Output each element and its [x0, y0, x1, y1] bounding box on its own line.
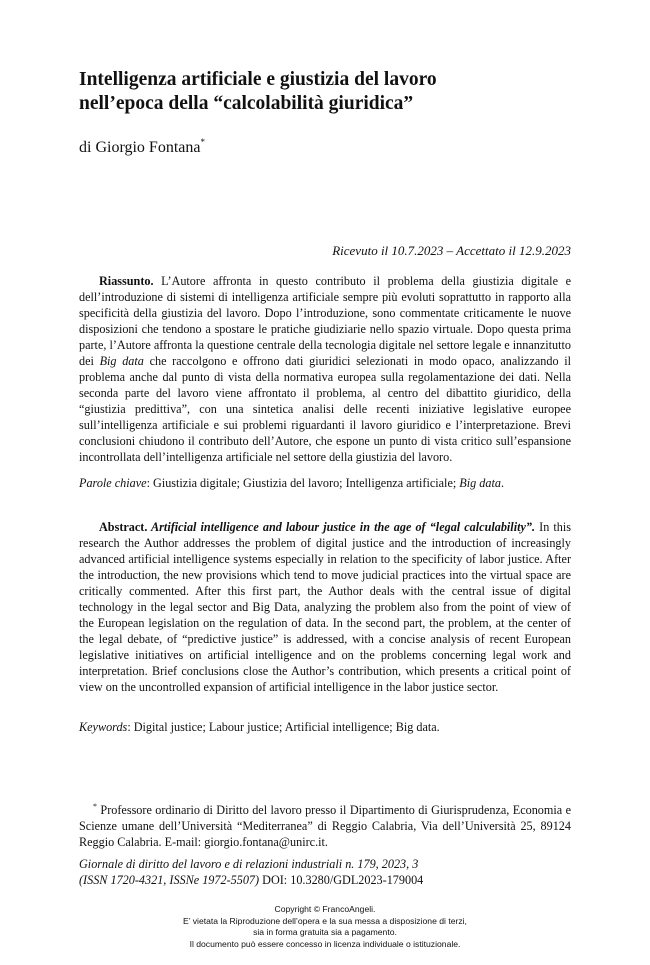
abstract-text: In this research the Author addresses the problem of digital justice and the introduction of increasingly advanced artificial intelligence systems especially in relation to the specificity of labor justice. After the introduction, the new provisions which tend to move judicial practices into the virtual space are critically commented. After this first part, the Author deals with the central issue of digital technology in the legal sector and Big Data, analyzing the problem also from the point of view of the European legislation on the regulation of data. In the second part, the problem, at the center of the legal debate, of “predictive justice” is addressed, with a concise analysis of recent European legislative initiatives on artificial intelligence and on the problems concerning legal work and interpretation. Brief conclusions close the Author’s contribution, which presents a critical point of view on the uncontrolled expansion of artificial intelligence in the labor justice sector. — [79, 520, 571, 694]
copyright-line-1: Copyright © FrancoAngeli. — [274, 904, 376, 914]
journal-citation — [79, 856, 423, 888]
riassunto-label: Riassunto. — [99, 274, 154, 288]
parole-chiave-end: . — [500, 476, 504, 490]
received-accepted-dates: Ricevuto il 10.7.2023 – Accettato il 12.9.2023 — [332, 243, 571, 258]
author-footnote-mark[interactable]: * — [200, 137, 205, 147]
riassunto-text-b: che raccolgono e offrono dati giuridici selezionati in modo opaco, analizzando il problema anche dal punto di vista della normativa europea sulla regolamentazione dei dati. Nella seconda parte del lavoro viene affrontato il problema, al centro del dibattito giuridico, della “giustizia predittiva”, con una sintetica analisi delle recenti iniziative legislative europee sull’intelligenza artificiale e sui problemi riguardanti il lavoro giuridico e l’interpretazione. Brevi conclusioni chiudono il contributo dell’Autore, che espone un punto di vista critico sull’espansione incontrollata dell’intelligenza artificiale nel settore della giustizia del lavoro. — [79, 354, 572, 464]
parole-chiave-big-data: Big data — [459, 476, 501, 490]
parole-chiave — [79, 475, 571, 491]
article-title-line-1: Intelligenza artificiale e giustizia del lavoro — [79, 69, 437, 90]
abstract-title: Artificial intelligence and labour justice in the age of “legal calculability”. — [147, 520, 536, 534]
keywords — [79, 719, 571, 735]
journal-identifiers — [79, 872, 423, 888]
copyright-line-4: Il documento può essere concesso in licenza individuale o istituzionale. — [189, 938, 461, 949]
riassunto-big-data: Big data — [99, 354, 144, 368]
article-title-line-2: nell’epoca della “calcolabilità giuridica” — [79, 93, 414, 114]
copyright-line-2: E’ vietata la Riproduzione dell’opera e la sua messa a disposizione di terzi, — [183, 915, 467, 926]
footnote-mark: * — [93, 802, 97, 811]
parole-chiave-label: Parole chiave — [79, 476, 147, 490]
journal-issn: (ISSN 1720-4321, ISSNe 1972-5507) — [79, 873, 260, 887]
footnote-text: Professore ordinario di Diritto del lavoro presso il Dipartimento di Giurisprudenza, Economia e Scienze umane dell’Università “Mediterranea” di Reggio Calabria, Via dell’Università 25, 89124 Reggio Calabria. E-mail: giorgio.fontana@unirc.it. — [79, 803, 571, 849]
author-line — [79, 137, 205, 157]
copyright-notice — [0, 904, 650, 950]
author-name: di Giorgio Fontana — [79, 139, 201, 156]
riassunto-paragraph — [79, 273, 571, 465]
copyright-line-3: sia in forma gratuita sia a pagamento. — [253, 927, 397, 937]
journal-name: Giornale di diritto del lavoro e di relazioni industriali n. 179, 2023, 3 — [79, 857, 419, 871]
author-footnote — [79, 799, 571, 850]
abstract-label: Abstract. — [99, 520, 148, 534]
riassunto-text-a: L’Autore affronta in questo contributo il problema della giustizia digitale e dell’introduzione di sistemi di intelligenza artificiale sempre più evoluti soprattutto in rapporto alla specificità della giustizia del lavoro. Dopo l’introduzione, sono commentate criticamente le nuove disposizioni che tendono a spostare le pratiche giudiziarie nello spazio virtuale. Dopo questa prima parte, l’Autore affronta la questione centrale della tecnologia digitale nel settore legale e innanzitutto dei — [79, 274, 571, 368]
article-title — [79, 68, 579, 116]
abstract-paragraph — [79, 519, 571, 695]
keywords-text: : Digital justice; Labour justice; Artificial intelligence; Big data. — [127, 720, 440, 734]
parole-chiave-text: : Giustizia digitale; Giustizia del lavoro; Intelligenza artificiale; — [146, 476, 460, 490]
journal-doi[interactable]: DOI: 10.3280/GDL2023-179004 — [259, 873, 424, 887]
keywords-label: Keywords — [79, 720, 128, 734]
